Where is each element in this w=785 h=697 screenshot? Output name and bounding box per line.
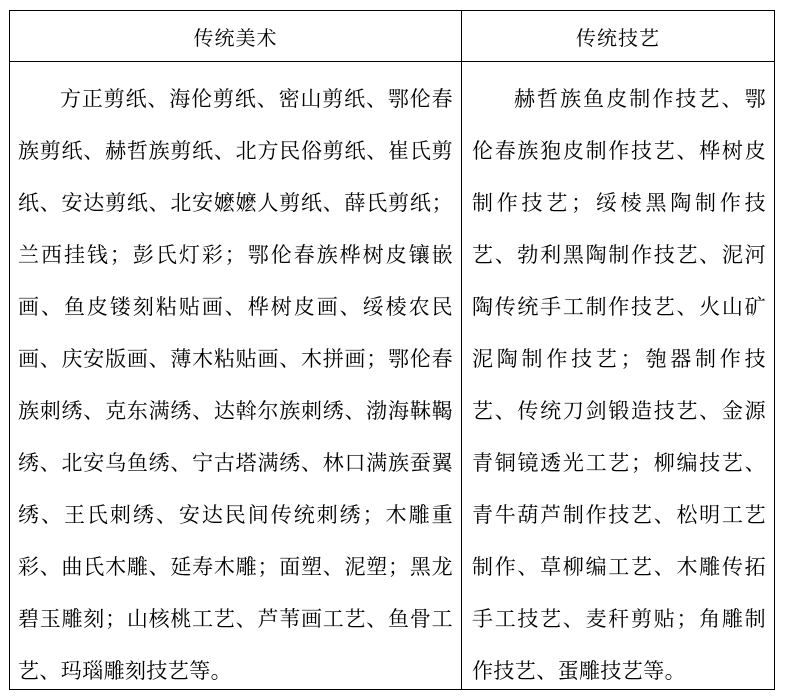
cell-traditional-craft-items: 赫哲族鱼皮制作技艺、鄂伦春族狍皮制作技艺、桦树皮制作技艺；绥棱黑陶制作技艺、勃利黑陶制作技艺、泥河陶传统手工制作技艺、火山矿泥陶制作技艺；匏器制作技艺、传统刀剑锻造技艺、金源青铜镜透光工艺；柳编技艺、青牛葫芦制作技艺、松明工艺制作、草柳编工艺、木雕传拓手工技艺、麦秆剪贴；角雕制作技艺、蛋雕技艺等。 xyxy=(472,87,766,683)
header-traditional-art: 传统美术 xyxy=(193,25,278,50)
cell-traditional-art-items: 方正剪纸、海伦剪纸、密山剪纸、鄂伦春族剪纸、赫哲族剪纸、北方民俗剪纸、崔氏剪纸、安达剪纸、北安嬷嬷人剪纸、薛氏剪纸；兰西挂钱；彭氏灯彩；鄂伦春族桦树皮镶嵌画、鱼皮镂刻粘贴画、桦树皮画、绥棱农民画、庆安版画、薄木粘贴画、木拼画；鄂伦春族刺绣、克东满绣、达斡尔族刺绣、渤海靺鞨绣、北安乌鱼绣、宁古塔满绣、林口满族蚕翼绣、王氏刺绣、安达民间传统刺绣；木雕重彩、曲氏木雕、延寿木雕；面塑、泥塑；黑龙碧玉雕刻；山核桃工艺、芦苇画工艺、鱼骨工艺、玛瑙雕刻技艺等。 xyxy=(18,87,453,683)
header-traditional-craft: 传统技艺 xyxy=(576,25,660,50)
heritage-table xyxy=(9,10,775,690)
